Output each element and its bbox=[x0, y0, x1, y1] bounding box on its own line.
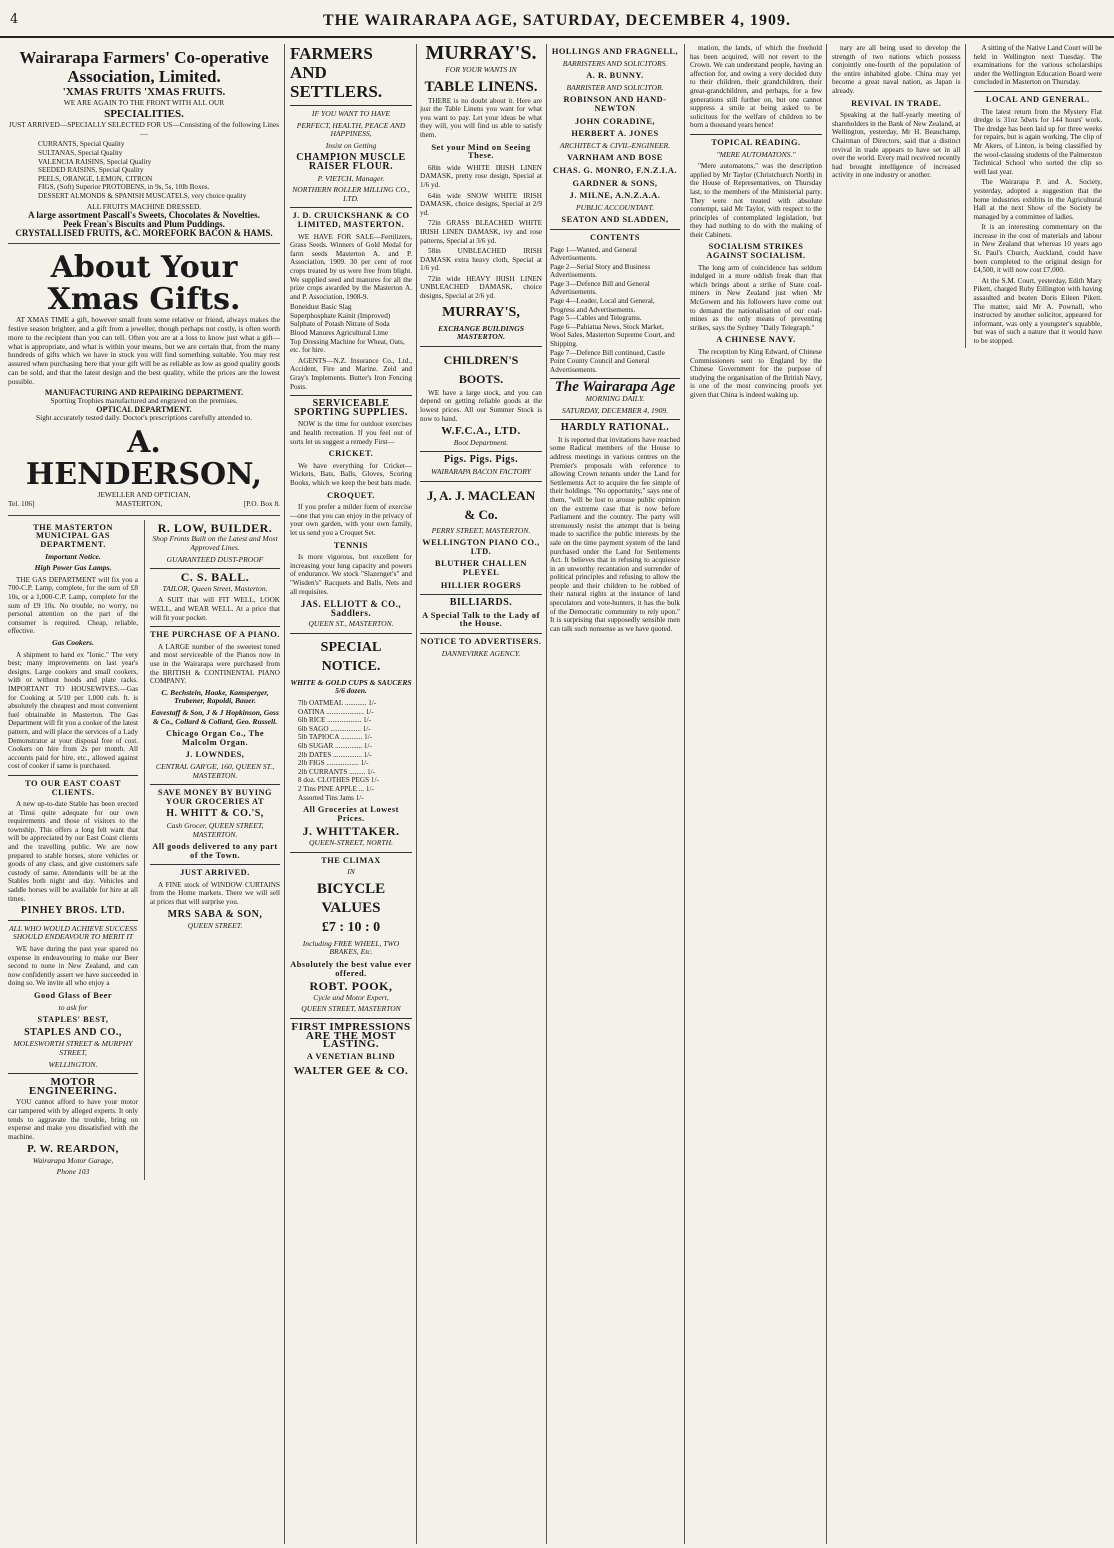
specialities-line: SPECIALITIES. bbox=[104, 107, 184, 120]
gas-heading: THE MASTERTON MUNICIPAL GAS DEPARTMENT. bbox=[33, 522, 113, 550]
jones-sub: ARCHITECT & CIVIL-ENGINEER. bbox=[559, 140, 671, 150]
again-line: WE ARE AGAIN TO THE FRONT WITH ALL OUR bbox=[63, 98, 225, 107]
low-note: Shop Fronts Built on the Latest and Most Approved Lines. bbox=[152, 534, 278, 553]
staples-addr: MOLESWORTH STREET & MURPHY STREET, bbox=[13, 1039, 133, 1057]
xmas-fruits-line: 'XMAS FRUITS 'XMAS FRUITS. bbox=[62, 86, 226, 98]
fruit-item: CURRANTS, Special Quality bbox=[38, 140, 125, 149]
local-body-1: The latest return from the Mystery Flat dredge is 31oz 5dwts for 144 hours' work. The dredge has been laid up for three weeks for repairs, but is again working. The clip of Mr Akers, of Linton, is being classified by the wool-classing students of the Palmerston Technical School who sorted the clip so well last year. bbox=[973, 107, 1102, 176]
sight-line: Sight accurately tested daily. Doctor's prescriptions carefully attended to. bbox=[36, 413, 252, 423]
col6-split bbox=[832, 44, 1102, 348]
ask-for: to ask for bbox=[58, 1002, 88, 1012]
local-body-2: The Wairarapa P. and A. Society, yesterday, adopted a suggestion that the home industries exhibits in the Agricultural Hall at the next Show of the Society be managed by a committee of ladies. bbox=[973, 178, 1102, 221]
absolutely-line: Absolutely the best value ever offered. bbox=[290, 959, 412, 978]
low-builder: R. LOW, BUILDER. bbox=[157, 520, 273, 535]
just-arrived: JUST ARRIVED. bbox=[180, 868, 250, 878]
elliott-addr: QUEEN ST., MASTERTON. bbox=[308, 619, 394, 629]
coradine-firm: JOHN CORADINE, bbox=[574, 116, 656, 126]
grocery-item: 6lb RICE ................... 1/- bbox=[298, 716, 372, 725]
cricket-body: We have everything for Cricket—Wickets, Bats, Balls, Gloves, Scoring Books, which we keep the best bats made. bbox=[290, 461, 412, 487]
tennis-heading: TENNIS bbox=[333, 540, 369, 550]
optical-heading: OPTICAL DEPARTMENT. bbox=[96, 404, 192, 414]
masthead bbox=[0, 10, 1114, 38]
contents-item: Page 2—Serial Story and Business Advertisements. bbox=[550, 262, 651, 280]
contents-item: Page 6—Pahiatua News, Stock Market, Wool Sales, Masterton Supreme Court, and Shipping. bbox=[550, 322, 675, 349]
motor-body: YOU cannot afford to have your motor car tampered with by alleged experts. It only tends to aggravate the trouble, bring on expense and make you dissatisfied with the machine. bbox=[8, 1098, 138, 1141]
grocery-list bbox=[290, 699, 412, 802]
bicycle-price: £7 : 10 : 0 bbox=[321, 919, 381, 935]
lowndes-addr: CENTRAL GAR'GE, 160, QUEEN ST., MASTERTON. bbox=[155, 761, 275, 780]
robinson-firm: ROBINSON AND HAND-NEWTON bbox=[563, 95, 667, 113]
boots-body: WE have a large stock, and you can depend on getting reliable goods at the lowest prices. All our Summer Stock is now to hand. bbox=[420, 388, 542, 423]
navy-heading: A CHINESE NAVY. bbox=[716, 335, 796, 345]
piano-makers-2: Eavestaff & Son, J & J Hopkinson, Goss & Co., Collard & Collard, Geo. Russell. bbox=[151, 707, 279, 726]
manure-item: Sulphate of Potash Nitrate of Soda bbox=[290, 320, 390, 329]
east-coast-body: A new up-to-date Stable has been erected at Tinui quite adequate for our own requirements and those of visitors to the township. This offers a long felt want that will be appreciated by our East Coast clients and the travelling public. We are now prepared to stable horses, store vehicles or goods of any class, and give customers safe custody of same. Attendants will be at the Stables both night and day. Vehicles and saddle horses will be available for hire at all times. bbox=[8, 800, 138, 903]
farmers-coop-heading: Wairarapa Farmers' Co-operative Association, Limited. bbox=[19, 48, 269, 86]
assortment-line: A large assortment Pascall's Sweets, Chocolates & Novelties. bbox=[28, 210, 260, 221]
automatons-body: "Mere automatons," was the description applied by Mr Taylor (Christchurch North) in the House of Representatives, on Thursday last, to the members of the Ministerial party. They were not treated with absolute contempt, said Mr Taylor, with respect to the principles of contemplated legislation, but they had nothing to do with the making of their Cabinets. bbox=[690, 162, 822, 239]
henderson-town: MASTERTON, bbox=[115, 499, 163, 509]
bicycle-incl: Including FREE WHEEL, TWO BRAKES, Etc. bbox=[302, 938, 400, 957]
whitt-firm: H. WHITT & CO.'S, bbox=[166, 808, 264, 820]
machine-line: ALL FRUITS MACHINE DRESSED. bbox=[86, 201, 202, 211]
whitt-sub: Cash Grocer, QUEEN STREET, MASTERTON. bbox=[166, 820, 264, 839]
cups-saucers: WHITE & GOLD CUPS & SAUCERS 5/6 dozen. bbox=[290, 677, 412, 696]
gas-notice: Important Notice. bbox=[45, 551, 101, 561]
special-notice: SPECIAL NOTICE. bbox=[320, 639, 382, 674]
ball-sub: TAILOR, Queen Street, Masterton. bbox=[162, 583, 268, 593]
childrens-boots: CHILDREN'S BOOTS. bbox=[443, 352, 519, 386]
whitt-goods: All goods delivered to any part of the Town. bbox=[152, 842, 278, 860]
varnham-firm: VARNHAM AND BOSE bbox=[567, 153, 663, 163]
sporting-heading: SERVICEABLE SPORTING SUPPLIES. bbox=[294, 398, 408, 418]
ball-body: A SUIT that will FIT WELL, LOOK WELL, and WEAR WELL. At a price that will fit your pocket. bbox=[150, 596, 280, 622]
xmas-gifts-heading: About Your Xmas Gifts. bbox=[47, 250, 241, 318]
for-wants: FOR YOUR WANTS IN bbox=[445, 65, 517, 74]
murrays-footer: MURRAY'S, bbox=[442, 304, 520, 320]
hollings-firm: HOLLINGS AND FRAGNELL, bbox=[551, 47, 679, 56]
column-6 bbox=[832, 44, 1102, 1544]
bunny-sub: BARRISTER AND SOLICITOR. bbox=[566, 82, 664, 92]
manure-item: Top Dressing Machine for Wheat, Oats, etc. for hire. bbox=[290, 337, 405, 355]
column-5 bbox=[690, 44, 827, 1544]
linen-item: 64in wide SNOW WHITE IRISH DAMASK, choice designs, Special at 2/9 yd. bbox=[420, 191, 542, 217]
boot-dept: Boot Department. bbox=[453, 437, 509, 447]
good-glass: Good Glass of Beer bbox=[33, 990, 113, 1000]
local-body-4: At the S.M. Court, yesterday, Edith Mary Pikett, charged Ruby Eillington with having assaulted and beaten Doris Eileen Pikett. The matter, said Mr A. Pownall, who instructed by another solicitor, appeared for informant, was only a youngster's squabble, but was of such a nature that it would have to be stopped. bbox=[973, 276, 1102, 345]
east-coast-heading: TO OUR EAST COAST CLIENTS. bbox=[25, 778, 121, 797]
vietch-line: P. VIETCH, Manager. bbox=[317, 173, 385, 183]
grocery-item: 7lb OATMEAL ............ 1/- bbox=[298, 699, 377, 708]
bacon-factory: WAIRARAPA BACON FACTORY bbox=[430, 467, 532, 476]
gas-cookers-body: A shipment to hand ex "Ionic." The very best; many improvements on last year's designs. Large cookers and small cookers, with or without hoods and plate racks. IMPORTANT TO HOUSEWIVES.—Gas for Cooking at 5/10 per 1,000 cub. ft. is absolutely the cheapest and most convenient fuel obtainable in Masterton. The Gas Department will fit you a cooker of the latest pattern, and will place the services of a Lady Demonstrator at your disposal free of cost. Cookers on hire from 2s per month. All accounts paid for hire, etc., allowed against cost of cooker if same is purchased. bbox=[8, 650, 138, 771]
want2-line: PERFECT, HEALTH, PEACE AND HAPPINESS, bbox=[296, 120, 406, 139]
column-4 bbox=[550, 44, 685, 1544]
monro-firm: CHAS. G. MONRO, F.N.Z.I.A. bbox=[552, 165, 678, 175]
socialism-body: The long arm of coincidence has seldom indulged in a more oddish freak than that which brings about a strike of State coal-miners in New Zealand just when Mr McGowen and his followers have come out to demand the nationalisation of our coal-mines as the only means of preventing strikes, says the Sydney "Daily Telegraph." bbox=[690, 263, 822, 332]
topical-reading: TOPICAL READING. bbox=[711, 137, 801, 147]
linens-body: THERE is no doubt about it. Here are just the Table Linens you want for what you want to pay. Let your ideas be what they will, you will find us able to satisfy them. bbox=[420, 96, 542, 139]
billiards-heading: BILLIARDS. bbox=[449, 597, 513, 609]
pook-addr: QUEEN STREET, MASTERTON bbox=[301, 1004, 401, 1014]
farmers-coop-ad bbox=[8, 44, 280, 244]
revival-heading: REVIVAL IN TRADE. bbox=[851, 98, 942, 108]
column-2 bbox=[290, 44, 417, 1544]
manure-item: Superphosphate Kainit (Improved) bbox=[290, 311, 391, 320]
grocery-item: 8 doz. CLOTHES PEGS 1/- bbox=[298, 776, 379, 785]
jones-firm: HERBERT A. JONES bbox=[571, 129, 659, 139]
linen-item: 72in wide HEAVY IRISH LINEN UNBLEACHED DAMASK, choice designs, Special at 2/6 yd. bbox=[420, 274, 542, 301]
manure-item: Boneidust Basic Slag bbox=[290, 303, 352, 312]
insist-line: Insist on Getting bbox=[325, 140, 377, 150]
staples-town: WELLINGTON. bbox=[48, 1059, 98, 1069]
linen-item: 68in wide WHITE IRISH LINEN DAMASK, pretty rose design, Special at 1/6 yd. bbox=[420, 163, 542, 189]
special-talk: A Special Talk to the Lady of the House. bbox=[422, 610, 540, 629]
staples-body: WE have during the past year spared no expense in endeavouring to make our Beer second to none in New Zealand, and can now confidently assert we have succeeded in doing so. We invite all who enjoy a bbox=[8, 945, 138, 988]
whittaker-firm: J. WHITTAKER. bbox=[302, 824, 400, 839]
exchange-buildings: EXCHANGE BUILDINGS MASTERTON. bbox=[438, 323, 524, 342]
leader-body: It is reported that invitations have reached some Radical members of the House to address meetings in various centres on the Premier's proposals with reference to allowing Crown tenants under the Land for Settlements Act to acquire the fee simple of their holdings. "No opportunity," says one of them, "will be lost to arouse public opinion on the extreme case that is now before Parliament and the country. The party will strenuously resist the attempt that is being made to sacrifice the public interests by the sale on the time payment system of the land purchased under the Land for Settlements Act. It believes that in refusing to acquiesce in an unworthy recantation and surrender of political principles and refusing to allow the people and their children to be robbed of their natural rights at the instance of land speculators and vote-hunters, it has the bulk of the Democratic community to rely upon." It is surprising that supposedly sensible men can talk such nonsense as we have quoted. bbox=[550, 435, 680, 633]
bunny-firm: A. R. BUNNY. bbox=[586, 71, 644, 81]
grocery-item: 2lb FIGS .................. 1/- bbox=[298, 759, 369, 768]
linen-item: 58in UNBLEACHED IRISH DAMASK extra heavy cloth, Special at 1/6 yd. bbox=[420, 247, 542, 273]
fruit-item: SULTANAS, Special Quality bbox=[38, 148, 123, 157]
piano-heading: THE PURCHASE OF A PIANO. bbox=[150, 630, 280, 640]
local-body-3: It is an interesting commentary on the increase in the cost of materials and labour in New Zealand that whereas 10 years ago St. Paul's Church, Auckland, could have been completed to the original design for £4,500, it will now cost £7,000. bbox=[973, 223, 1102, 275]
continued-body: mation, the lands, of which the freehold has been acquired, will not revert to the Crown. We can understand people, having an affection for, and owing a very decided duty to their children, their grandchildren, their great-grandchildren, and perhaps, for a few generations still further on, but one cannot suppress a smile at being asked to be solicitous for the welfare of children to be born a thousand years hence! bbox=[690, 44, 822, 130]
fruit-list bbox=[8, 140, 280, 200]
cruickshank-body: WE HAVE FOR SALE—Fertilizers, Grass Seeds. Winners of Gold Medal for farm seeds Masterton A. and P. Association, 1909. 30 per cent of root crops treated by us were free from blight. We supplied seed and manures for all the prize crops awarded by the Masterton A. and P. Association, 1908-9. bbox=[290, 232, 412, 301]
cruickshank-heading: J. D. CRUICKSHANK & CO LIMITED, MASTERTON. bbox=[292, 211, 410, 229]
gifts-body: AT XMAS TIME a gift, however small from some relative or friend, always makes the festive season brighter, and a gift from a jeweller, though perhaps not costly, is often worth more to the recipient than you can tell. Often you are at a loss to know just what a gift—what is appropriate, and what is within your means, but we are certain that, from the many hundreds of gifts which we have in stock you will find something suitable. You may rest assured when purchasing here that your gift will be as reliable as low as good quality goods can be sold, and that the latest design and the best quality, while the prices are the lowest possible. bbox=[8, 315, 280, 386]
sporting-body: NOW is the time for outdoor exercises and health recreation. If you feel out of sorts let us suggest a remedy First— bbox=[290, 420, 412, 446]
native-court: A sitting of the Native Land Court will be held in Wellington next Tuesday. The examinations for the various scholarships under the Wellington Education Board were concluded in Masterton on Thursday. bbox=[973, 44, 1102, 87]
col1-lower-right bbox=[144, 520, 280, 1180]
piano-body: A LARGE number of the sweetest toned and most serviceable of the Pianos now in use in the Wairarapa were purchased from the BRITISH & CONTINENTAL PIANO COMPANY. bbox=[150, 642, 280, 686]
walter-gee: WALTER GEE & CO. bbox=[293, 1065, 409, 1078]
lowndes: J. LOWNDES, bbox=[185, 750, 245, 760]
piano-brands: BLUTHER CHALLEN PLEYEL bbox=[435, 559, 527, 577]
table-linens: TABLE LINENS. bbox=[424, 78, 538, 95]
contents-item: Page 5—Cables and Telegrams. bbox=[550, 314, 642, 323]
pinhey-firm: PINHEY BROS. LTD. bbox=[21, 905, 125, 917]
grocery-item: 2 Tins PINE APPLE ... 1/- bbox=[298, 785, 374, 793]
peek-frean-line: Peek Frean's Biscuits and Plum Puddings. bbox=[63, 218, 225, 229]
gas-body: THE GAS DEPARTMENT will fix you a 700-C.P. Lamp, complete, for the sum of £8 10s, or a 1,000-C.P. Lamp, complete for the sum of £9 10s. No trouble, no worry, no personal attention on the part of the consumer is required. Cheap, reliable, effective. bbox=[8, 575, 138, 636]
seaton-firm: SEATON AND SLADDEN, bbox=[561, 215, 669, 225]
arrived-line: JUST ARRIVED—SPECIALLY SELECTED FOR US—Consisting of the following Lines— bbox=[8, 119, 280, 138]
croquet-body: If you prefer a milder form of exercise —one that you can enjoy in the privacy of your own garden, with your own family, let us send you a Croquet Set. bbox=[290, 503, 412, 537]
contents-item: Page 4—Leader, Local and General, Progress and Advertisements. bbox=[550, 297, 655, 314]
socialism-heading: SOCIALISM STRIKES AGAINST SOCIALISM. bbox=[706, 242, 806, 261]
navy-body: The reception by King Edward, of Chinese Commissioners sent to England by the Chinese Government for the purpose of studying the organisation of the British Navy, is one of the most convincing proofs yet given that China is indeed waking up. bbox=[690, 348, 822, 399]
grocery-item: OATINA ..................... 1/- bbox=[298, 707, 374, 716]
venetian-blind: A VENETIAN BLIND bbox=[306, 1051, 396, 1061]
maclean-addr: PERRY STREET, MASTERTON. bbox=[431, 525, 531, 535]
contents-item: Page 7—Defence Bill continued, Castle Point County Council and General Advertisements. bbox=[550, 348, 665, 374]
saba-addr: QUEEN STREET. bbox=[187, 921, 243, 931]
china-body: nary are all being used to develop the strength of two nations which possess conjointly one-fourth of the population of the entire inhabited globe. China may yet become a great naval nation, as Japan is already. bbox=[832, 44, 961, 95]
newspaper-title: THE WAIRARAPA AGE, SATURDAY, DECEMBER 4, 1909. bbox=[323, 12, 791, 29]
wellington-piano: WELLINGTON PIANO CO., LTD. bbox=[422, 538, 540, 556]
hollings-sub: BARRISTERS AND SOLICITORS. bbox=[562, 58, 668, 68]
in-line: IN bbox=[347, 867, 355, 877]
reardon-name: P. W. REARDON, bbox=[27, 1143, 119, 1156]
groceries-note: All Groceries at Lowest Prices. bbox=[303, 805, 399, 823]
motor-heading: MOTOR ENGINEERING. bbox=[28, 1076, 118, 1097]
wfca-firm: W.F.C.A., LTD. bbox=[441, 425, 521, 438]
staples-best: STAPLES' BEST, bbox=[37, 1015, 109, 1025]
jeweller-ad bbox=[8, 248, 280, 516]
grocery-item: 6lb SUGAR ............... 1/- bbox=[298, 742, 372, 751]
tennis-body: Is more vigorous, but excellent for increasing your lung capacity and powers of endurance. We stock "Slazenger's" and "Wisden's" Racquets and Balls, Nets and all requisites. bbox=[290, 553, 412, 596]
maclean-firm: J, A. J. MACLEAN & Co. bbox=[426, 487, 536, 522]
whittaker-addr: QUEEN-STREET, NORTH. bbox=[308, 837, 394, 847]
grocery-item: Assorted Tins Jams 1/- bbox=[298, 793, 364, 802]
achieve-line: ALL WHO WOULD ACHIEVE SUCCESS SHOULD ENDEAVOUR TO MERIT IT bbox=[9, 923, 137, 942]
revival-body: Speaking at the half-yearly meeting of shareholders in the Bank of New Zealand, at Wellington, yesterday, Mr H. Beauchamp, Chairman of Directors, said that a distinct revival in trade appears to have set in all over the world. Every mail received recently had brought intelligence of increased activity in one industry or another. bbox=[832, 111, 961, 180]
column-3 bbox=[420, 44, 547, 1544]
grocery-item: 5lb TAPIOCA ............ 1/- bbox=[298, 733, 373, 742]
want-line: IF YOU WANT TO HAVE bbox=[311, 109, 391, 118]
col1-lower-left bbox=[8, 520, 138, 1180]
cruickshank-agents: AGENTS—N.Z. Insurance Co., Ltd., Accident, Fire and Marine. Zeid and Gray's Implements. Butter's Iron Fencing Posts. bbox=[290, 356, 412, 391]
morning-daily: MORNING DAILY. bbox=[585, 394, 645, 403]
reardon-phone: Phone 103 bbox=[56, 1167, 90, 1177]
fruit-item: FIGS, (Soft) Superior PROTOBENS, in 9s, 5s, 10lb Boxes. bbox=[38, 183, 210, 192]
low-guarantee: GUARANTEED DUST-PROOF bbox=[166, 554, 264, 564]
gardner-firm: GARDNER & SONS, bbox=[572, 178, 658, 188]
grocery-item: 2lb CURRANTS ......... 1/- bbox=[298, 767, 376, 776]
cricket-heading: CRICKET. bbox=[328, 449, 374, 459]
croquet-heading: CROQUET. bbox=[327, 490, 375, 500]
champion-flour: CHAMPION MUSCLE RAISER FLOUR. bbox=[296, 152, 406, 172]
col1-lower bbox=[8, 520, 280, 1180]
sporting-line: Sporting Trophies manufactured and engraved on the premises. bbox=[50, 396, 238, 406]
piano-brands-2: HILLIER ROGERS bbox=[440, 580, 522, 590]
manure-list bbox=[290, 303, 412, 355]
linen-item: 72in GRASS BLEACHED WHITE IRISH LINEN DAMASK, ivy and rose patterns, Special at 3/6 yd. bbox=[420, 219, 542, 245]
henderson-name: A. HENDERSON, bbox=[25, 425, 263, 493]
pigs-heading: Pigs. Pigs. Pigs. bbox=[443, 454, 519, 466]
saba-firm: MRS SABA & SON, bbox=[167, 908, 263, 920]
contents-heading: CONTENTS bbox=[589, 232, 641, 242]
local-general: LOCAL AND GENERAL. bbox=[985, 94, 1090, 104]
climax-line: THE CLIMAX bbox=[321, 855, 381, 865]
gas-cookers-heading: Gas Cookers. bbox=[52, 638, 94, 647]
piano-makers: C. Bechstein, Haake, Kamsperger, Trubener, Rapoldi, Bauer. bbox=[161, 687, 269, 706]
col6-right bbox=[974, 44, 1103, 348]
first-impressions: FIRST IMPRESSIONS ARE THE MOST LASTING. bbox=[291, 1020, 411, 1051]
grocery-item: 2lb DATES ................ 1/- bbox=[298, 750, 372, 759]
arrived-body: A FINE stock of WINDOW CURTAINS from the Home markets. There we will sell at prices that will surprise you. bbox=[150, 880, 280, 907]
mill-line: NORTHERN ROLLER MILLING CO., LTD. bbox=[292, 185, 410, 203]
pook-firm: ROBT. POOK, bbox=[309, 979, 393, 994]
issue-date: SATURDAY, DECEMBER 4, 1909. bbox=[561, 405, 669, 415]
milne-sub: PUBLIC ACCOUNTANT. bbox=[575, 202, 655, 212]
milne-firm: J. MILNE, A.N.Z.A.A. bbox=[569, 191, 661, 201]
manure-item: Blood Manures Agricultural Lime bbox=[290, 329, 389, 338]
elliott-firm: JAS. ELLIOTT & CO., Saddlers. bbox=[300, 599, 402, 618]
column-1 bbox=[8, 44, 285, 1544]
col6-left bbox=[832, 44, 966, 348]
reardon-garage: Wairarapa Motor Garage, bbox=[32, 1155, 114, 1165]
mfg-heading: MANUFACTURING AND REPAIRING DEPARTMENT. bbox=[44, 387, 244, 397]
contents-item: Page 1—Wanted, and General Advertisements. bbox=[550, 245, 637, 263]
henderson-tel: Tel. 106] bbox=[8, 499, 35, 509]
fruit-item: DESSERT ALMONDS & SPANISH MUSCATELS, very choice quality bbox=[38, 191, 247, 200]
dannevirke-agency: DANNEVIRKE AGENCY. bbox=[441, 648, 521, 658]
henderson-contact bbox=[8, 500, 280, 509]
notice-advertisers: NOTICE TO ADVERTISERS. bbox=[420, 636, 542, 646]
ball-tailor: C. S. BALL. bbox=[180, 570, 250, 585]
grocery-item: 6lb SAGO ................. 1/- bbox=[298, 724, 371, 733]
contents-item: Page 3—Defence Bill and General Advertisements. bbox=[550, 279, 650, 297]
bicycle-values: BICYCLE VALUES bbox=[316, 880, 386, 916]
fruit-item: VALENCIA RAISINS, Special Quality bbox=[38, 157, 152, 166]
henderson-trade: JEWELLER AND OPTICIAN, bbox=[97, 490, 191, 500]
crystallised-line: CRYSTALLISED FRUITS, &C. MOREFORK BACON & HAMS. bbox=[15, 227, 273, 238]
contents-list bbox=[550, 246, 680, 375]
mere-automatons: "MERE AUTOMATONS." bbox=[716, 149, 796, 159]
gas-lamps: High Power Gas Lamps. bbox=[34, 563, 112, 573]
fruit-item: SEEDED RAISINS, Special Quality bbox=[38, 166, 144, 175]
set-mind: Set your Mind on Seeing These. bbox=[431, 142, 531, 161]
murrays-heading: MURRAY'S. bbox=[425, 44, 537, 64]
henderson-box: [P.O. Box 8. bbox=[243, 499, 280, 509]
farmers-settlers-heading: FARMERS AND SETTLERS. bbox=[290, 44, 383, 101]
pook-sub: Cycle and Motor Expert, bbox=[313, 992, 389, 1002]
chicago-organ: Chicago Organ Co., The Malcolm Organ. bbox=[165, 729, 265, 747]
whitt-heading: SAVE MONEY BY BUYING YOUR GROCERIES AT bbox=[157, 788, 273, 806]
paper-nameplate: The Wairarapa Age bbox=[554, 379, 676, 396]
fruit-item: PEELS, ORANGE, LEMON, CITRON bbox=[38, 174, 153, 183]
staples-firm: STAPLES AND CO., bbox=[24, 1026, 122, 1038]
leader-heading: HARDLY RATIONAL. bbox=[560, 422, 670, 434]
page-number: 4 bbox=[10, 12, 19, 27]
